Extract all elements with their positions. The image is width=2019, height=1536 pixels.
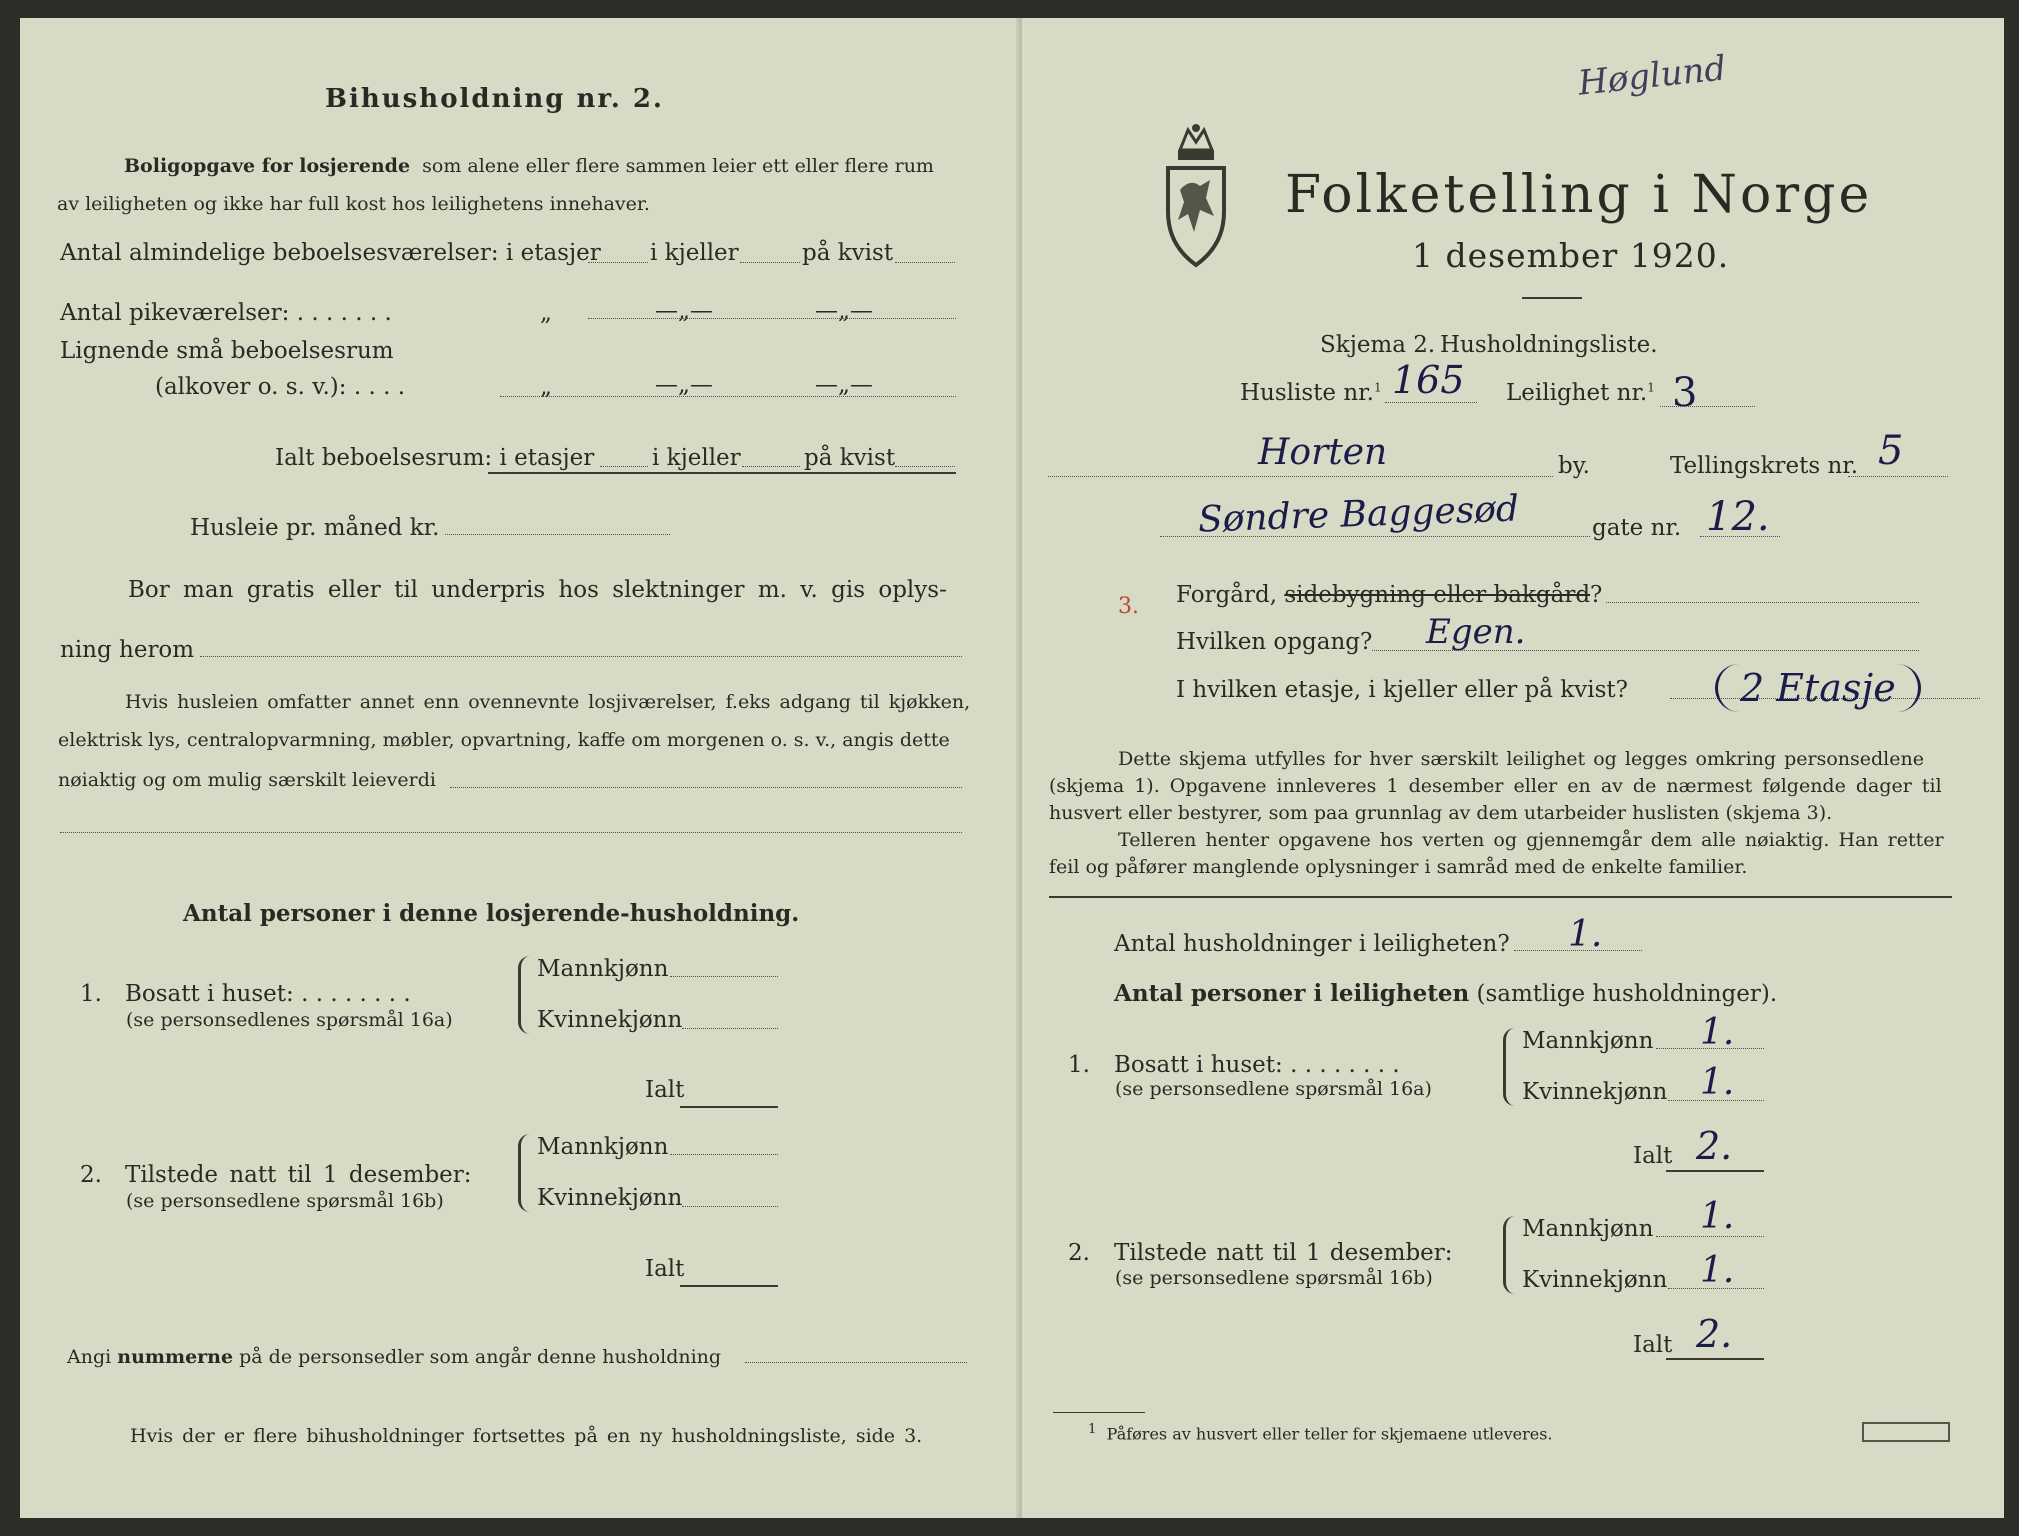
angi-field[interactable] xyxy=(745,1362,967,1363)
left-antal-heading: Antal personer i denne losjerende-husholdning. xyxy=(183,900,800,927)
city-field[interactable] xyxy=(1048,476,1553,477)
intro-line-1: Boligopgave for losjerende som alene eller flere sammen leier ett eller flere rum xyxy=(124,155,934,177)
rooms-etasjer-field[interactable] xyxy=(588,262,648,263)
right-q2-ialt-value[interactable]: 2. xyxy=(1696,1312,1733,1356)
ialt-rooms-label: Ialt beboelsesrum: i etasjer xyxy=(275,445,595,471)
left-q2-brace xyxy=(518,1134,535,1212)
leieverdi-field-2[interactable] xyxy=(60,832,962,833)
antal-hus-field[interactable] xyxy=(1514,950,1642,951)
right-q1-ialt-value[interactable]: 2. xyxy=(1696,1124,1733,1168)
small-rooms-label: Lignende små beboelsesrum xyxy=(60,338,394,364)
gate-field[interactable] xyxy=(1700,536,1780,537)
left-q1-ialt-field[interactable] xyxy=(680,1106,778,1108)
husliste-value[interactable]: 165 xyxy=(1392,358,1465,402)
left-q1-sub: (se personsedlenes spørsmål 16a) xyxy=(126,1009,453,1031)
ialt-kjeller-label: i kjeller xyxy=(652,445,741,471)
right-q2-brace xyxy=(1503,1216,1520,1294)
leilighet-field[interactable] xyxy=(1660,406,1755,407)
info-rule xyxy=(1049,896,1952,898)
husholdningsliste-label: Husholdningsliste. xyxy=(1440,332,1658,358)
info-line-3: husvert eller bestyrer, som paa grunnlag av dem utarbeider huslisten (skjema 3). xyxy=(1049,802,1833,824)
right-q2-kvinne-label: Kvinnekjønn xyxy=(1522,1267,1668,1293)
left-q2-num: 2. xyxy=(80,1162,102,1188)
footnote-rule xyxy=(1053,1412,1145,1413)
forgard-struck: sidebygning eller bakgård xyxy=(1284,582,1591,608)
right-q1-label: Bosatt i huset: . . . . . . . . xyxy=(1114,1052,1400,1078)
ialt-rooms-rule xyxy=(488,472,956,474)
street-field[interactable] xyxy=(1160,536,1590,537)
opgang-label: Hvilken opgang? xyxy=(1176,629,1373,655)
left-footer: Hvis der er flere bihusholdninger fortsettes på en ny husholdningsliste, side 3. xyxy=(130,1425,923,1447)
right-q2-kvinne-field[interactable] xyxy=(1668,1288,1764,1289)
pike-quote: „ xyxy=(540,300,552,326)
title-rule xyxy=(1522,297,1582,299)
city-value[interactable]: Horten xyxy=(1258,432,1388,473)
pike-field[interactable] xyxy=(588,318,956,319)
angi-line: Angi nummerne på de personsedler som angår denne husholdning xyxy=(67,1346,722,1368)
right-q1-kvinne-field[interactable] xyxy=(1668,1100,1764,1101)
left-q2-mann-label: Mannkjønn xyxy=(537,1134,669,1160)
antal-hus-label: Antal husholdninger i leiligheten? xyxy=(1114,931,1510,957)
left-title: Bihusholdning nr. 2. xyxy=(325,84,664,114)
etasje-value[interactable]: 2 Etasje xyxy=(1715,664,1921,712)
left-q2-ialt-label: Ialt xyxy=(645,1256,685,1282)
forgard-line: Forgård, sidebygning eller bakgård? xyxy=(1176,582,1603,608)
husliste-label: Husliste nr.$^1$ xyxy=(1240,380,1382,406)
right-q1-brace xyxy=(1503,1028,1520,1106)
left-q1-num: 1. xyxy=(80,981,102,1007)
forgard-field[interactable] xyxy=(1606,602,1919,603)
pike-label: Antal pikeværelser: . . . . . . . xyxy=(60,300,392,326)
tellingskrets-label: Tellingskrets nr. xyxy=(1670,453,1859,479)
right-q1-kvinne-value[interactable]: 1. xyxy=(1700,1062,1735,1103)
rooms-kjeller-field[interactable] xyxy=(740,262,800,263)
hvis-line-1: Hvis husleien omfatter annet enn ovennevnte losjiværelser, f.eks adgang til kjøkken, xyxy=(125,691,971,713)
tellingskrets-value[interactable]: 5 xyxy=(1878,428,1904,474)
pike-dash-2: —„— xyxy=(815,298,873,324)
skjema-label: Skjema 2. xyxy=(1320,332,1436,358)
printer-stamp xyxy=(1862,1422,1950,1442)
alkover-label: (alkover o. s. v.): . . . . xyxy=(155,374,406,400)
rooms-kjeller-label: i kjeller xyxy=(650,240,739,266)
intro-line-2: av leiligheten og ikke har full kost hos leilighetens innehaver. xyxy=(57,193,650,215)
info-line-2: (skjema 1). Opgavene innleveres 1 desember eller en av de nærmest følgende dager til xyxy=(1049,775,1942,797)
leilighet-label: Leilighet nr.$^1$ xyxy=(1506,380,1655,406)
left-q1-label: Bosatt i huset: . . . . . . . . xyxy=(125,981,411,1007)
handwritten-name-top: Høglund xyxy=(1576,48,1729,104)
right-q2-num: 2. xyxy=(1068,1240,1090,1266)
footnote: $^1$ Påføres av husvert eller teller for skjemaene utleveres. xyxy=(1088,1422,1553,1444)
gate-value[interactable]: 12. xyxy=(1706,494,1770,540)
left-q1-ialt-label: Ialt xyxy=(645,1077,685,1103)
antal-hus-value[interactable]: 1. xyxy=(1568,914,1603,955)
right-q1-kvinne-label: Kvinnekjønn xyxy=(1522,1079,1668,1105)
hvis-line-2: elektrisk lys, centralopvarmning, møbler, opvartning, kaffe om morgenen o. s. v., angis dette xyxy=(58,729,950,751)
right-q1-num: 1. xyxy=(1068,1052,1090,1078)
husleie-label: Husleie pr. måned kr. xyxy=(190,515,440,541)
right-q2-kvinne-value[interactable]: 1. xyxy=(1700,1250,1735,1291)
left-q2-kvinne-label: Kvinnekjønn xyxy=(537,1185,683,1211)
gate-label: gate nr. xyxy=(1592,515,1682,541)
left-q2-sub: (se personsedlene spørsmål 16b) xyxy=(126,1190,444,1212)
right-q1-mann-label: Mannkjønn xyxy=(1522,1028,1654,1054)
husleie-field[interactable] xyxy=(445,534,670,535)
right-q2-ialt-field[interactable] xyxy=(1666,1358,1764,1360)
hvis-line-3: nøiaktig og om mulig særskilt leieverdi xyxy=(58,769,436,791)
form-date: 1 desember 1920. xyxy=(1412,236,1730,275)
gratis-line-2: ning herom xyxy=(60,637,195,663)
left-q1-kvinne-label: Kvinnekjønn xyxy=(537,1007,683,1033)
right-q2-sub: (se personsedlene spørsmål 16b) xyxy=(1115,1267,1433,1289)
left-q2-ialt-field[interactable] xyxy=(680,1285,778,1287)
ialt-kjeller-field[interactable] xyxy=(742,466,800,467)
left-q2-label: Tilstede natt til 1 desember: xyxy=(125,1162,472,1188)
info-line-4: Telleren henter opgavene hos verten og gjennemgår dem alle nøiaktig. Han retter xyxy=(1118,829,1944,851)
right-q2-ialt-label: Ialt xyxy=(1633,1332,1673,1358)
right-q2-mann-label: Mannkjønn xyxy=(1522,1216,1654,1242)
leieverdi-field[interactable] xyxy=(450,787,962,788)
left-q2-kvinne-field[interactable] xyxy=(682,1206,778,1207)
left-q2-mann-field[interactable] xyxy=(670,1154,778,1155)
form-title: Folketelling i Norge xyxy=(1285,165,1873,225)
right-q2-mann-field[interactable] xyxy=(1656,1236,1764,1237)
street-value[interactable]: Søndre Baggesød xyxy=(1197,488,1520,541)
right-q1-ialt-field[interactable] xyxy=(1666,1170,1764,1172)
tellingskrets-field[interactable] xyxy=(1848,476,1948,477)
by-label: by. xyxy=(1558,453,1590,479)
margin-mark: 3. xyxy=(1118,594,1139,619)
gratis-line-1: Bor man gratis eller til underpris hos slektninger m. v. gis oplys- xyxy=(128,577,947,603)
ialt-etasjer-field[interactable] xyxy=(600,466,648,467)
right-q1-mann-value[interactable]: 1. xyxy=(1700,1012,1735,1053)
left-q1-brace xyxy=(518,956,535,1034)
pike-dash-1: —„— xyxy=(655,298,713,324)
info-line-5: feil og påfører manglende oplysninger i samråd med de enkelte familier. xyxy=(1049,856,1748,878)
right-q1-mann-field[interactable] xyxy=(1656,1048,1764,1049)
antal-pers-line: Antal personer i leiligheten (samtlige husholdninger). xyxy=(1114,980,1778,1007)
info-line-1: Dette skjema utfylles for hver særskilt leilighet og legges omkring personsedlene xyxy=(1118,748,1924,770)
rooms-kvist-field[interactable] xyxy=(895,262,955,263)
etasje-label: I hvilken etasje, i kjeller eller på kvist? xyxy=(1176,677,1628,703)
coat-of-arms-icon xyxy=(1160,120,1232,270)
right-q1-sub: (se personsedlene spørsmål 16a) xyxy=(1115,1078,1432,1100)
ialt-kvist-label: på kvist xyxy=(804,445,896,471)
left-q1-kvinne-field[interactable] xyxy=(682,1028,778,1029)
gratis-field[interactable] xyxy=(200,656,962,657)
alkover-dash-1: —„— xyxy=(655,372,713,398)
right-q1-ialt-label: Ialt xyxy=(1633,1143,1673,1169)
right-q2-mann-value[interactable]: 1. xyxy=(1700,1196,1735,1237)
leilighet-value[interactable]: 3 xyxy=(1672,370,1698,416)
opgang-field[interactable] xyxy=(1372,650,1919,651)
right-q2-label: Tilstede natt til 1 desember: xyxy=(1114,1240,1453,1266)
alkover-quote: „ xyxy=(540,374,552,400)
rooms-label: Antal almindelige beboelsesværelser: i etasjer xyxy=(60,240,601,266)
opgang-value[interactable]: Egen. xyxy=(1426,612,1526,652)
alkover-dash-2: —„— xyxy=(815,372,873,398)
ialt-kvist-field[interactable] xyxy=(895,466,955,467)
rooms-kvist-label: på kvist xyxy=(802,240,894,266)
alkover-field[interactable] xyxy=(500,396,956,397)
left-q1-mann-field[interactable] xyxy=(670,976,778,977)
left-q1-mann-label: Mannkjønn xyxy=(537,956,669,982)
husliste-field[interactable] xyxy=(1385,402,1477,403)
